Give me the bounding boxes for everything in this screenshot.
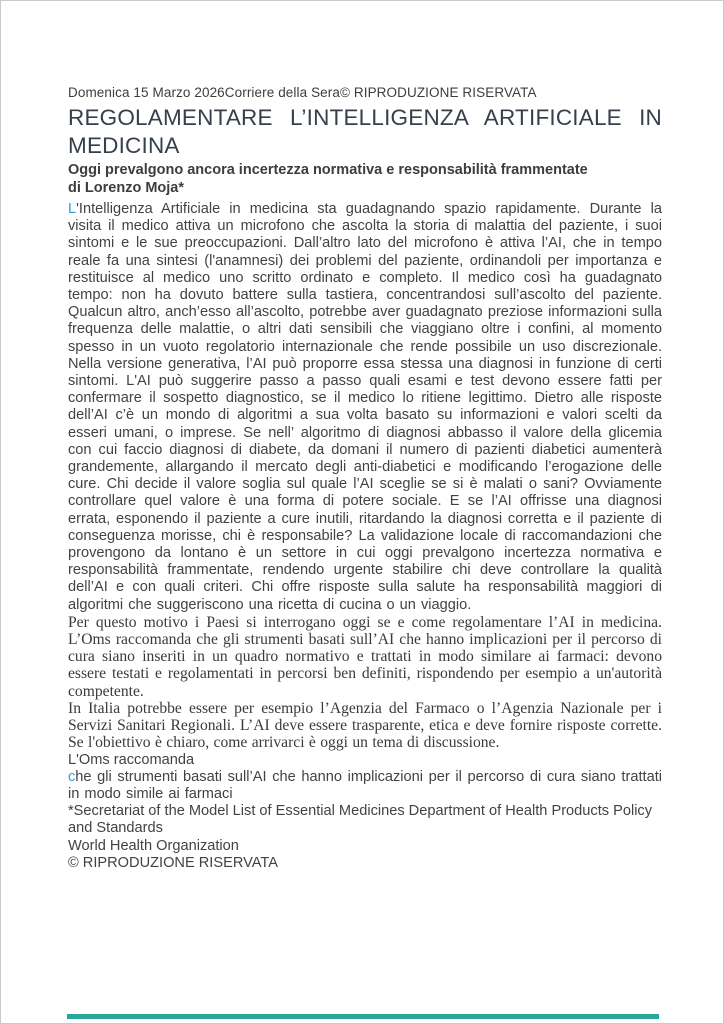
author-affiliation-organization: World Health Organization: [68, 837, 239, 854]
article-subtitle: Oggi prevalgono ancora incertezza normativa e responsabilità frammentate: [68, 162, 588, 178]
article-title: REGOLAMENTARE L’INTELLIGENZA ARTIFICIALE IN MEDICINA: [68, 105, 662, 158]
oms-recommendation-label: L'Oms raccomanda: [68, 751, 195, 768]
author-affiliation-secretariat: *Secretariat of the Model List of Essential Medicines Department of Health Products Policy and Standards: [68, 803, 653, 837]
article-paragraph-italia: In Italia potrebbe essere per esempio l’Agenzia del Farmaco o l’Agenzia Nazionale per i Servizi Sanitari Regionali. L’AI deve essere trasparente, etica e deve fornire risposte corrette. Se l'obiettivo è chiaro, come arrivarci è oggi un tema di discussione.: [68, 699, 662, 752]
oms-note-text: he gli strumenti basati sull’AI che hanno implicazioni per il percorso di cura siano trattati in modo simile ai farmaci: [68, 768, 662, 802]
publication-meta-line: Domenica 15 Marzo 2026Corriere della Sera© RIPRODUZIONE RISERVATA: [68, 85, 537, 100]
article-paragraph-oms: Per questo motivo i Paesi si interrogano oggi se e come regolamentare l’AI in medicina. L’Oms raccomanda che gli strumenti basati sull’AI che hanno implicazioni per il percorso di cura siano inseriti in un quadro normativo e trattati in modo similare ai farmaci: devono essere testati e regolamentati in percorsi ben definiti, rispondendo per esempio a un'autorità competente.: [68, 613, 662, 700]
bottom-accent-bar: [67, 1014, 659, 1019]
article-paragraph-main: [68, 201, 662, 614]
article-content: [68, 84, 662, 872]
paragraph-lead-character: L: [68, 201, 77, 217]
copyright-notice: © RIPRODUZIONE RISERVATA: [68, 854, 278, 871]
oms-recommendation-note: [68, 769, 662, 803]
paragraph-main-text: 'Intelligenza Artificiale in medicina sta guadagnando spazio rapidamente. Durante la visita il medico attiva un microfono che ascolta la storia di malattia del paziente, i suoi sintomi e le sue preoccupazioni. Dall’altro lato del microfono è attiva l’AI, che in tempo reale fa una sintesi (l'anamnesi) dei problemi del paziente, ordinandoli per importanza e restituisce al medico uno scritto ordinato e completo. Il medico così ha guadagnato tempo: non ha dovuto battere sulla tastiera, concentrandosi sull’ascolto del paziente. Qualcun altro, anch’esso all’ascolto, potrebbe aver guadagnato preziose informazioni sulla frequenza delle malattie, o altri dati sensibili che viaggiano oltre i confini, al momento spesso in un vuoto regolatorio internazionale che rende possibile un uso discrezionale. Nella versione generativa, l’AI può proporre essa stessa una diagnosi in funzione di certi sintomi. L'AI può suggerire passo a passo quali esami e test devono essere fatti per confermare il sospetto diagnostico, se il medico lo ritiene legittimo. Dietro alle risposte dell’AI c’è un mondo di algoritmi a sua volta basato su informazioni e valori scelti da esseri umani, o imprese. Se nell’ algoritmo di diagnosi abbasso il valore della glicemia con cui faccio diagnosi di diabete, da domani il numero di pazienti diabetici aumenterà grandemente, allargando il mercato degli anti-diabetici e modificando l’erogazione delle cure. Chi decide il valore soglia sul quale l’AI sceglie se si è malati o sani? Ovviamente controllare quel valore è una forma di potere sociale. E se l’AI offrisse una diagnosi errata, esponendo il paziente a cure inutili, ritardando la diagnosi corretta e il paziente di conseguenza morisse, chi è responsabile? La validazione locale di raccomandazioni che provengono da lontano è un settore in cui oggi prevalgono incertezza normativa e responsabilità frammentate, rendendo urgente stabilire chi deve controllare la qualità dell’AI e con quali criteri. Chi offre risposte sulla salute ha responsabilità maggiori di algoritmi che suggeriscono una ricetta di cucina o un viaggio.: [68, 201, 662, 613]
article-byline: di Lorenzo Moja*: [68, 179, 184, 196]
note-lead-character: c: [68, 768, 76, 785]
